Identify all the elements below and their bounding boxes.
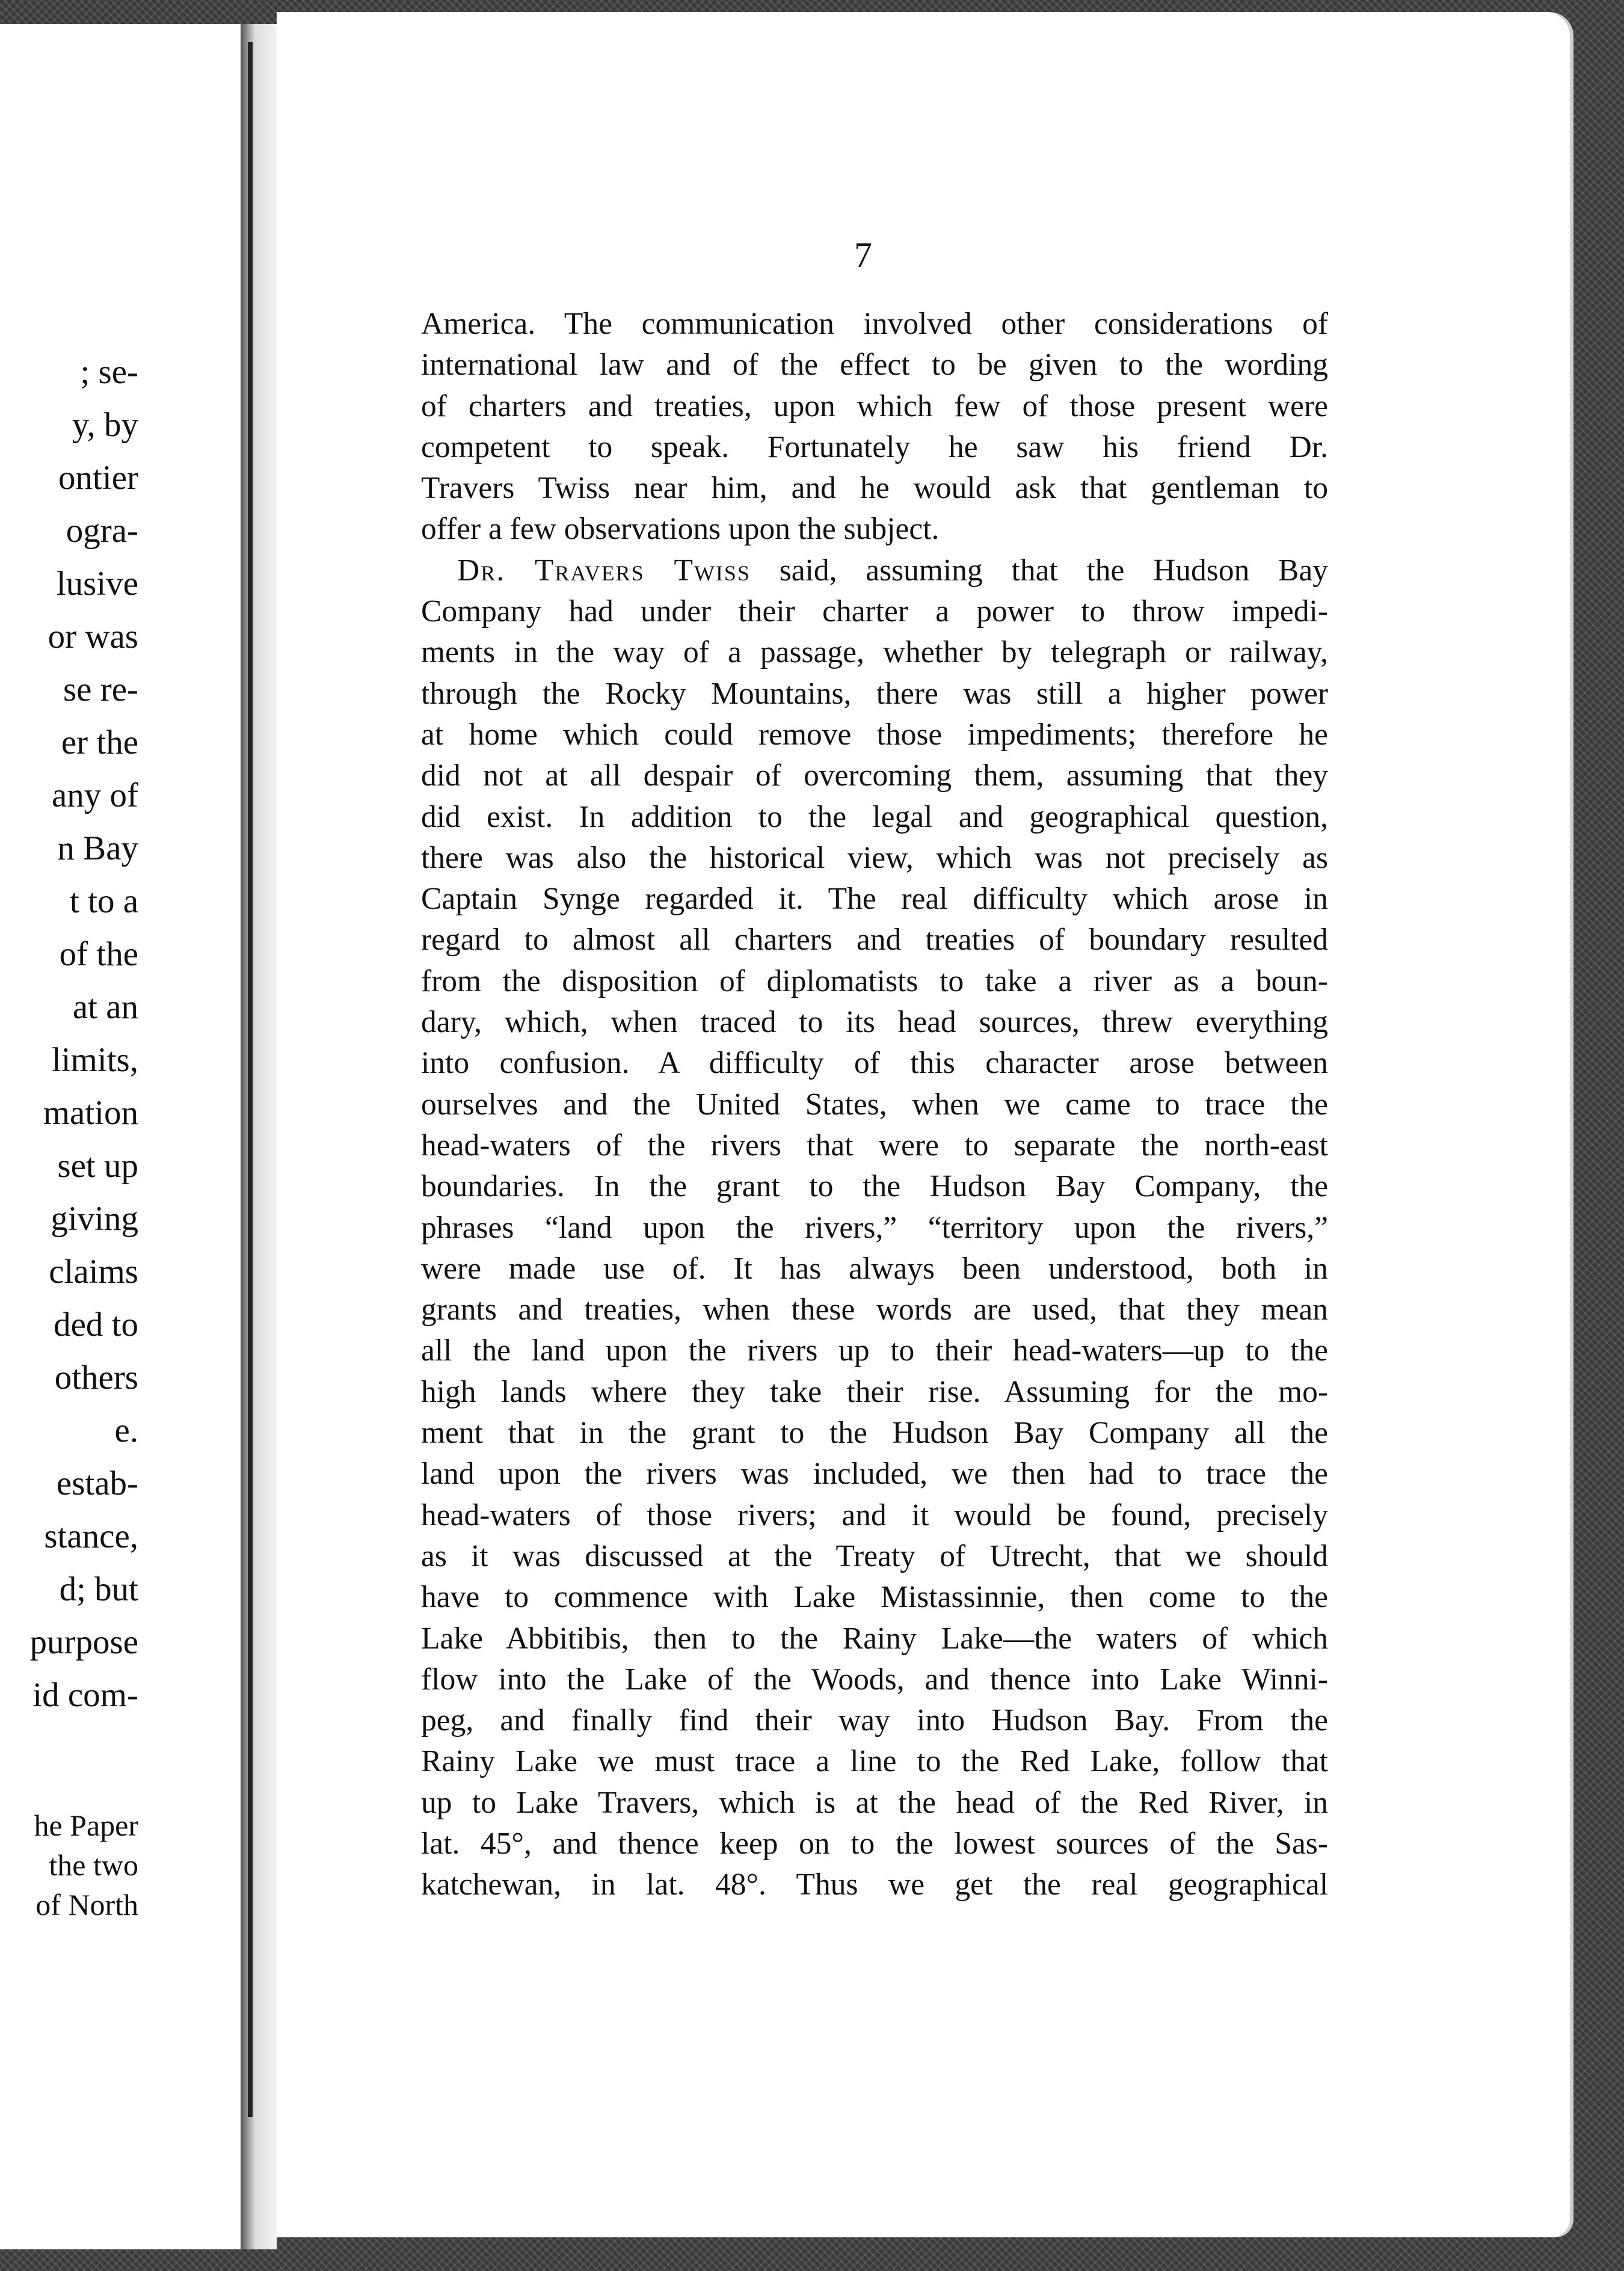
text-line: of charters and treaties, upon which few of those present were [421,389,1328,423]
text-line: Rainy Lake we must trace a line to the Red Lake, follow that [421,1744,1328,1779]
text-line: were made use of. It has always been understood, both in [421,1251,1328,1286]
left-page-fragment: d; but [59,1570,138,1608]
text-line: Company had under their charter a power to throw impedi- [421,594,1328,629]
left-page-footnote-fragment: of North [35,1888,138,1922]
left-page-fragment: limits, [51,1041,138,1079]
text-line: lat. 45°, and thence keep on to the lowest sources of the Sas- [421,1826,1328,1861]
left-page [0,24,244,2249]
gutter-edge [248,42,253,2117]
text-line: head-waters of those rivers; and it would be found, precisely [421,1498,1328,1532]
left-page-fragment: ontier [58,459,138,497]
left-page-footnote-fragment: the two [49,1848,138,1882]
left-page-fragment: ogra- [66,512,138,550]
left-page-fragment: or was [48,618,138,656]
text-line: Lake Abbitibis, then to the Rainy Lake—the waters of which [421,1621,1328,1656]
text-line: international law and of the effect to be given to the wording [421,348,1328,383]
left-page-fragment: giving [51,1200,138,1238]
left-page-fragment: at an [72,988,138,1026]
left-page-footnote-fragment: he Paper [34,1809,138,1842]
left-page-fragment: e. [114,1412,138,1449]
left-page-fragment: stance, [44,1517,138,1555]
text-line: America. The communication involved other considerations of [421,307,1328,341]
text-line: offer a few observations upon the subject. [421,512,940,547]
left-page-fragment: any of [51,776,138,814]
text-line: grants and treaties, when these words are used, that they mean [421,1292,1328,1327]
text-line: Captain Synge regarded it. The real difficulty which arose in [421,882,1328,917]
text-line: did not at all despair of overcoming them, assuming that they [421,758,1328,793]
left-page-fragment: t to a [70,882,138,920]
text-line: boundaries. In the grant to the Hudson Bay Company, the [421,1169,1328,1204]
text-line: regard to almost all charters and treaties of boundary resulted [421,923,1328,957]
text-line: katchewan, in lat. 48°. Thus we get the real geographical [421,1867,1328,1902]
text-line: at home which could remove those impediments; therefore he [421,717,1328,752]
text-line: through the Rocky Mountains, there was still a higher power [421,676,1328,711]
left-page-fragment: mation [43,1094,138,1132]
text-line: did exist. In addition to the legal and geographical question, [421,799,1328,834]
text-line: into confusion. A difficulty of this character arose between [421,1046,1328,1081]
text-line: flow into the Lake of the Woods, and thence into Lake Winni- [421,1662,1328,1697]
left-page-fragment: id com- [32,1676,138,1714]
text-line: ments in the way of a passage, whether by telegraph or railway, [421,635,1328,670]
left-page-fragment: others [54,1359,138,1397]
text-line: as it was discussed at the Treaty of Utrecht, that we should [421,1538,1328,1573]
text-line: head-waters of the rivers that were to separate the north-east [421,1128,1328,1163]
left-page-fragment: y, by [72,406,138,444]
text-line: peg, and finally find their way into Hudson Bay. From the [421,1703,1328,1738]
text-line: land upon the rivers was included, we then had to trace the [421,1457,1328,1492]
left-page-fragment: set up [57,1147,138,1185]
left-page-fragment: er the [61,724,138,761]
left-page-fragment: se re- [63,671,138,708]
speaker-line-rest: said, assuming that the Hudson Bay [779,553,1328,588]
text-line: phrases “land upon the rivers,” “territory upon the rivers,” [421,1210,1328,1245]
left-page-fragment: estab- [56,1464,138,1502]
text-line: up to Lake Travers, which is at the head of the Red River, in [421,1785,1328,1820]
text-line: from the disposition of diplomatists to take a river as a boun- [421,963,1328,998]
text-line: ourselves and the United States, when we came to trace the [421,1087,1328,1122]
page-gutter [241,24,277,2249]
speaker-line [421,550,1328,591]
text-line: high lands where they take their rise. Assuming for the mo- [421,1374,1328,1409]
text-line: dary, which, when traced to its head sources, threw everything [421,1005,1328,1040]
left-page-fragment: ; se- [80,353,138,391]
text-line: there was also the historical view, which was not precisely as [421,840,1328,875]
left-page-fragment: n Bay [57,829,138,867]
speaker-name: Dr. Travers Twiss [457,553,751,588]
text-line: Travers Twiss near him, and he would ask that gentleman to [421,471,1328,506]
left-page-fragment: ded to [54,1306,138,1344]
text-line: ment that in the grant to the Hudson Bay Company all the [421,1416,1328,1451]
left-page-fragment: purpose [29,1623,138,1661]
page-number: 7 [854,235,872,275]
text-line: competent to speak. Fortunately he saw his friend Dr. [421,429,1328,464]
text-line: all the land upon the rivers up to their head-waters—up to the [421,1333,1328,1368]
text-line: have to commence with Lake Mistassinnie, then come to the [421,1580,1328,1615]
left-page-fragment: lusive [56,565,138,603]
body-text [421,304,1328,1906]
left-page-fragment: of the [59,935,138,973]
left-page-fragment: claims [49,1253,138,1291]
